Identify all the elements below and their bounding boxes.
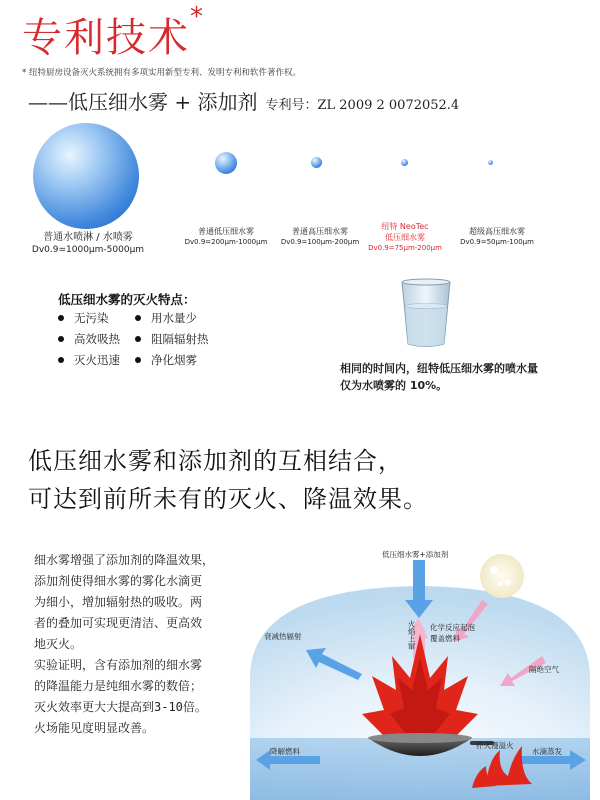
droplet-ball-2 xyxy=(215,152,237,174)
subtitle-main: ——低压细水雾 + 添加剂 xyxy=(28,90,258,114)
droplet-ball-5 xyxy=(488,160,493,165)
diagram-extinguish-label: 扑灭漫溢火 xyxy=(476,741,514,750)
droplet-size: Dv0.9=100μm-200μm xyxy=(280,238,360,246)
feature-text: 用水量少 xyxy=(151,311,197,325)
comparison-text: 相同的时间内，纽特低压细水雾的喷水量仅为水喷雾的 10%。 xyxy=(340,362,538,392)
feature-item xyxy=(58,331,120,347)
body-line: 添加剂使得细水雾的雾化水滴更 xyxy=(34,574,203,588)
feature-text: 阻隔辐射热 xyxy=(151,332,209,346)
body-line: 细水雾增强了添加剂的降温效果， xyxy=(34,553,215,567)
body-line: 火场能见度明显改善。 xyxy=(34,721,155,735)
bullet-icon xyxy=(58,357,64,363)
droplet-label-3 xyxy=(272,226,368,248)
droplet-label-1 xyxy=(20,231,156,257)
body-line: 实验证明，含有添加剂的细水雾 xyxy=(34,658,203,672)
droplet-name: 普通低压细水雾 xyxy=(198,227,254,236)
feature-text: 高效吸热 xyxy=(74,332,120,346)
body-line: 者的叠加可实现更清洁、更高效 xyxy=(34,616,203,630)
feature-text: 净化烟雾 xyxy=(151,353,197,367)
bullet-icon xyxy=(58,336,64,342)
droplet-ball-1 xyxy=(33,123,139,229)
droplet-size: Dv0.9=75μm-200μm xyxy=(368,244,442,252)
droplet-label-2 xyxy=(178,226,274,248)
patent-note: * 纽特厨房设备灭火系统拥有多项实用新型专利、发明专利和软件著作权。 xyxy=(22,68,301,78)
bullet-icon xyxy=(135,315,141,321)
patent-number: 专利号：ZL 2009 2 0072052.4 xyxy=(265,98,460,113)
feature-item xyxy=(135,331,209,347)
droplet-ball-4 xyxy=(401,159,408,166)
diagram-cool-fuel-label: 降解燃料 xyxy=(270,747,300,756)
body-line: 的降温能力是纯细水雾的数倍； xyxy=(34,679,203,693)
feature-text: 无污染 xyxy=(74,311,109,325)
droplet-ball-3 xyxy=(311,157,322,168)
body-line: 为细小，增加辐射热的吸收。两 xyxy=(34,595,203,609)
diagram-isolate-label: 隔绝空气 xyxy=(529,665,559,674)
body-line: 地灭火。 xyxy=(34,637,83,651)
droplet-size: Dv0.9=200μm-1000μm xyxy=(184,238,268,246)
water-glass-icon xyxy=(398,276,454,350)
bullet-icon xyxy=(135,357,141,363)
droplet-size: Dv0.9=50μm-100μm xyxy=(460,238,534,246)
droplet-size: Dv0.9=1000μm-5000μm xyxy=(31,245,145,255)
headline-line-1: 低压细水雾和添加剂的互相结合， xyxy=(28,447,403,475)
feature-item xyxy=(135,352,197,368)
title-mark: * xyxy=(190,2,205,32)
features-title: 低压细水雾的灭火特点： xyxy=(58,292,196,307)
diagram-radiation-label: 衰减热辐射 xyxy=(264,632,302,641)
droplet-name: 普通高压细水雾 xyxy=(292,227,348,236)
diagram-top-label: 低压细水雾+添加剂 xyxy=(382,550,449,559)
headline-line-2: 可达到前所未有的灭火、降温效果。 xyxy=(28,485,428,513)
droplet-name: 普通水喷淋 / 水喷雾 xyxy=(43,232,133,243)
feature-text: 灭火迅速 xyxy=(74,353,120,367)
droplet-label-5 xyxy=(449,226,545,248)
droplet-name: 超级高压细水雾 xyxy=(469,227,525,236)
feature-item xyxy=(58,352,120,368)
droplet-label-4 xyxy=(357,221,453,254)
droplet-name: 纽特 NeoTec 低压细水雾 xyxy=(381,222,429,242)
headline xyxy=(28,442,428,518)
diagram-foam-label: 化学反应起泡 覆盖燃料 xyxy=(430,623,475,643)
body-line: 灭火效率更大大提高到3-10倍。 xyxy=(34,700,207,714)
bullet-icon xyxy=(58,315,64,321)
bullet-icon xyxy=(135,336,141,342)
page-title: 专利技术* xyxy=(22,2,205,61)
diagram-flame-up-label: 火焰上窜 xyxy=(407,620,416,650)
body-text xyxy=(34,550,264,739)
feature-item xyxy=(135,310,197,326)
feature-item xyxy=(58,310,109,326)
subtitle xyxy=(28,86,459,115)
diagram-evaporate-label: 水滴蒸发 xyxy=(532,747,562,756)
